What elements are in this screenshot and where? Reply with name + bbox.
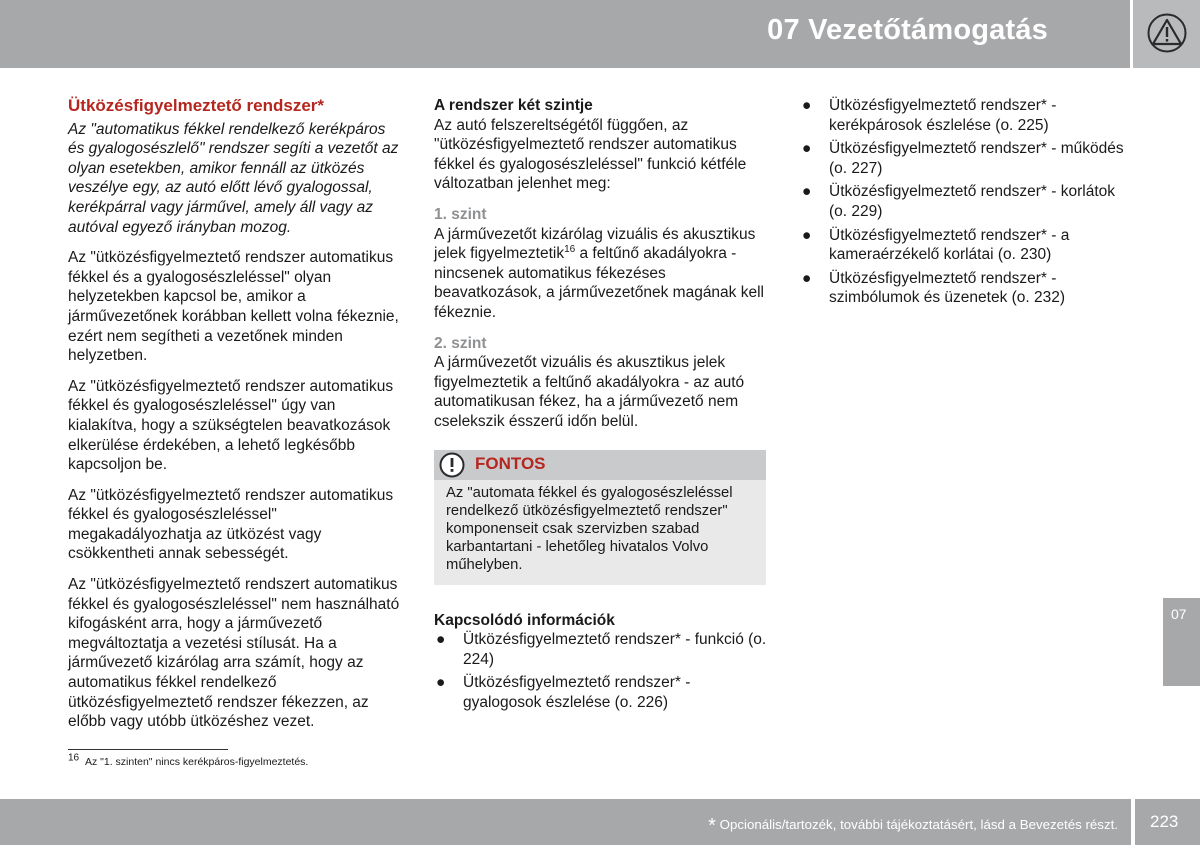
level-1-text [434,225,767,323]
chapter-side-tab[interactable] [1163,598,1200,686]
intro-paragraph: Az "automatikus fékkel rendelkező kerékpáros és gyalogosészlelő" rendszer segíti a vezetőt az olyan esetekben, amikor fennáll az ütközés veszélye egy, az autó előtt lévő gyalogossal, kerékpárral vagy járművel, amely áll vagy az autóval egyező irányban mozog. [68,120,399,236]
exclamation-icon [438,452,466,478]
related-item-text: Ütközésfigyelmeztető rendszer* - működés (o. 227) [829,140,1124,177]
related-item[interactable] [800,182,1135,221]
levels-heading: A rendszer két szintje [434,97,593,114]
important-text: Az "automata fékkel és gyalogosészleléssel rendelkező ütközésfigyelmeztető rendszer" komponenseit csak szervizben szabad karbantartani - lehetőleg hivatalos Volvo műhelyben. [446,484,733,574]
footer-note [708,815,1118,838]
column-2 [434,96,767,716]
bullet-icon: ● [436,631,446,649]
paragraph: Az "ütközésfigyelmeztető rendszer automatikus fékkel és gyalogosészleléssel" megakadályozhatja az ütközést vagy csökkentheti annak sebességét. [68,486,394,563]
levels-intro: Az autó felszereltségétől függően, az "ütközésfigyelmeztető rendszer automatikus fékkel és gyalogosészleléssel" funkció kétféle változatban jelenhet meg: [434,116,747,193]
column-1 [68,96,403,743]
related-item[interactable] [800,139,1135,178]
level-2-title: 2. szint [434,334,487,352]
related-item-text: Ütközésfigyelmeztető rendszer* - funkció (o. 224) [463,631,767,668]
bullet-icon: ● [802,183,812,201]
related-item-text: Ütközésfigyelmeztető rendszer* - gyalogosok észlelése (o. 226) [463,674,691,711]
important-label: FONTOS [475,453,546,473]
footnote-text: Az "1. szinten" nincs kerékpáros-figyelmeztetés. [84,756,309,768]
related-item[interactable] [800,226,1135,265]
related-list [434,630,767,712]
related-list-continued [800,96,1135,308]
page-number: 223 [1150,812,1179,831]
section-title: Ütközésfigyelmeztető rendszer* [68,96,325,115]
level-1-text-b: a feltűnő akadályokra - nincsenek automatikus fékezéses beavatkozások, a járművezetőnek magának kell fékeznie. [434,245,764,321]
footnote-divider [68,749,228,750]
related-item-text: Ütközésfigyelmeztető rendszer* - korlátok (o. 229) [829,183,1116,220]
bullet-icon: ● [802,226,812,244]
level-1-text-a: A járművezetőt kizárólag vizuális és akusztikus jelek figyelmeztetik [434,225,756,263]
important-box [434,450,766,585]
header-bar [0,0,1130,68]
bullet-icon: ● [802,97,812,114]
paragraph: Az "ütközésfigyelmeztető rendszer automatikus fékkel és gyalogosészleléssel" úgy van kialakítva, hogy a szükségtelen beavatkozások elkerülése érdekében, a lehető legkésőbb kapcsoljon be. [68,377,394,474]
related-item-text: Ütközésfigyelmeztető rendszer* - szimbólumok és üzenetek (o. 232) [829,269,1066,307]
related-item[interactable] [434,673,767,712]
footer-note-text: Opcionális/tartozék, további tájékoztatásért, lásd a Bevezetés részt. [719,817,1118,832]
related-item[interactable] [434,630,767,669]
warning-triangle-icon [1146,13,1188,53]
chapter-side-tab-label: 07 [1171,606,1187,622]
bullet-icon: ● [802,140,812,158]
footnote-number: 16 [68,752,80,764]
related-item[interactable] [800,96,1135,135]
related-heading: Kapcsolódó információk [434,611,615,629]
paragraph: Az "ütközésfigyelmeztető rendszer automatikus fékkel és a gyalogosészleléssel" olyan helyzetekben kapcsol be, amikor a járművezetőnek korábban kellett volna fékeznie, ezért nem segítheti a vezetőnek minden helyzetben. [68,249,399,365]
column-3 [800,96,1135,312]
footnote-ref: 16 [564,244,576,255]
paragraph: Az "ütközésfigyelmeztető rendszert automatikus fékkel és gyalogosészleléssel" nem használható kifogásként arra, hogy a járművezető megváltoztatja a vezetési stílusát. Ha a járművezető kizárólag arra számít, hogy az automatikus fékkel rendelkező ütközésfigyelmeztető rendszer fékezzen, az előbb vagy utóbb ütközéshez vezet. [68,576,400,731]
level-2-text: A járművezetőt vizuális és akusztikus jelek figyelmeztetik a feltűnő akadályokra - az autó automatikusan fékez, ha a járművezető nem cselekszik ésszerű időn belül. [434,354,745,430]
level-1-title: 1. szint [434,205,487,223]
chapter-title: 07 Vezetőtámogatás [767,14,1048,46]
footnote [68,752,309,768]
important-header [434,450,766,480]
bullet-icon: ● [436,674,446,692]
bullet-icon: ● [802,269,812,287]
related-item-text: Ütközésfigyelmeztető rendszer* - a kameraérzékelő korlátai (o. 230) [829,226,1070,264]
asterisk-icon: * [708,815,716,837]
related-item[interactable] [800,269,1135,308]
related-item-text: Ütközésfigyelmeztető rendszer* - kerékpárosok észlelése (o. 225) [829,97,1057,134]
warning-box [1133,0,1200,68]
